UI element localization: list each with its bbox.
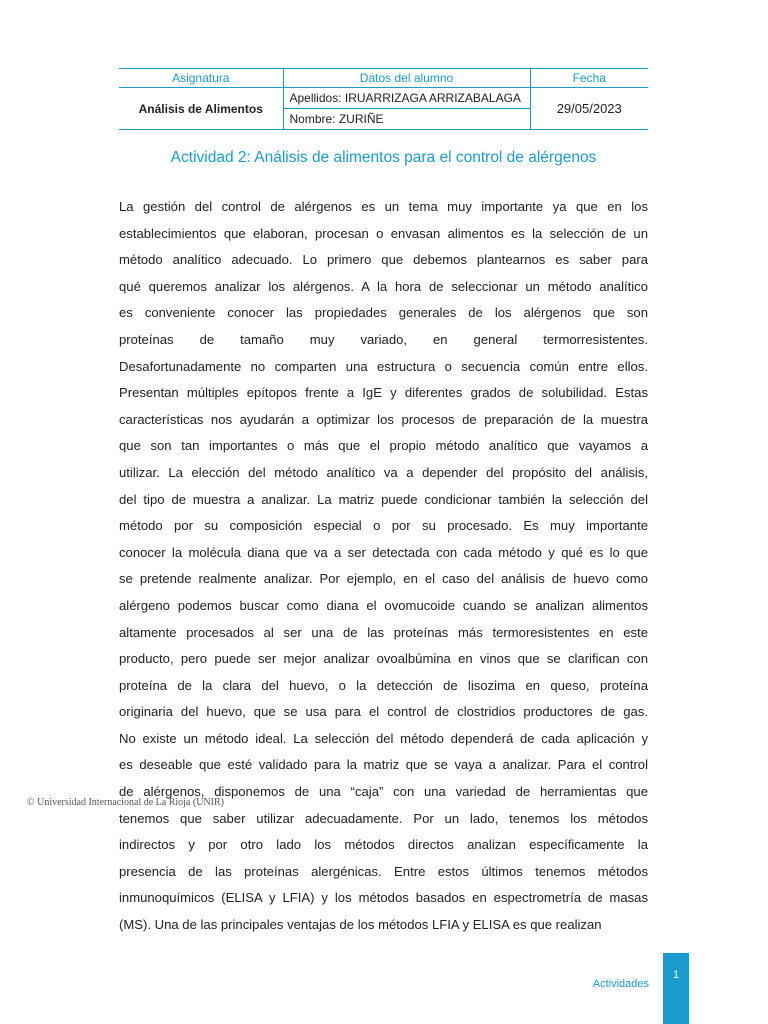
body-line: se pretende realmente analizar. Por ejemplo, en el caso del análisis de huevo como <box>119 571 648 587</box>
header-col-student: Datos del alumno <box>283 69 530 88</box>
body-line: método por su composición especial o por su procesado. Es muy importante <box>119 518 648 534</box>
body-line: características nos ayudarán a optimizar los procesos de preparación de la muestra <box>119 411 648 427</box>
body-line: presencia de las proteínas alergénicas. Entre estos últimos tenemos métodos <box>119 863 648 879</box>
body-line: qué queremos analizar los alérgenos. A la hora de seleccionar un método analítico <box>119 278 648 294</box>
body-line: proteína de la clara del huevo, o la detección de lisozima en queso, proteína <box>119 677 648 693</box>
header-col-subject: Asignatura <box>119 69 283 88</box>
body-line: alérgeno podemos buscar como diana el ovomucoide cuando se analizan alimentos <box>119 597 648 613</box>
body-line: inmunoquímicos (ELISA y LFIA) y los métodos basados en espectrometría de masas <box>119 890 648 906</box>
body-line: (MS). Una de las principales ventajas de los métodos LFIA y ELISA es que realizan <box>119 917 602 933</box>
body-line: utilizar. La elección del método analítico va a depender del propósito del análisis, <box>119 464 648 480</box>
body-line: es deseable que esté validado para la matriz que se vaya a analizar. Para el control <box>119 757 648 773</box>
body-paragraph <box>119 194 648 939</box>
body-line: establecimientos que elaboran, procesan o envasan alimentos es la selección de un <box>119 225 648 241</box>
body-line: Presentan múltiples epítopos frente a IgE y diferentes grados de solubilidad. Estas <box>119 385 648 401</box>
header-table <box>119 68 648 130</box>
body-line: de alérgenos, disponemos de una “caja” con una variedad de herramientas que <box>119 784 648 800</box>
body-line: Desafortunadamente no comparten una estructura o secuencia común entre ellos. <box>119 358 648 374</box>
body-line: La gestión del control de alérgenos es un tema muy importante ya que en los <box>119 199 648 214</box>
header-col-date: Fecha <box>530 69 648 88</box>
body-line: indirectos y por otro lado los métodos directos analizan específicamente la <box>119 837 648 853</box>
body-line: producto, pero puede ser mejor analizar ovoalbúmina en vinos que se clarifican con <box>119 651 648 667</box>
body-line: conocer la molécula diana que va a ser detectada con cada método y qué es lo que <box>119 544 648 560</box>
sidebar-copyright: © Universidad Internacional de La Rioja (UNIR) <box>27 797 224 808</box>
subject-name: Análisis de Alimentos <box>119 88 283 130</box>
body-line: altamente procesados al ser una de las proteínas más termoresistentes en este <box>119 624 648 640</box>
body-line: es conveniente conocer las propiedades generales de los alérgenos que son <box>119 305 648 321</box>
activity-title: Actividad 2: Análisis de alimentos para el control de alérgenos <box>170 149 597 166</box>
body-line: tenemos que saber utilizar adecuadamente. Por un lado, tenemos los métodos <box>119 810 648 826</box>
body-line: que son tan importantes o más que el propio método analítico que vayamos a <box>119 438 648 454</box>
body-line: originaria del huevo, que se usa para el control de clostridios productores de gas. <box>119 704 648 720</box>
body-line: método analítico adecuado. Lo primero que debemos plantearnos es saber para <box>119 252 648 268</box>
student-name: Nombre: ZURIÑE <box>283 109 530 130</box>
student-surnames: Apellidos: IRUARRIZAGA ARRIZABALAGA <box>283 88 530 109</box>
body-line: del tipo de muestra a analizar. La matriz puede condicionar también la selección del <box>119 491 648 507</box>
body-line: No existe un método ideal. La selección del método dependerá de cada aplicación y <box>119 730 648 746</box>
submission-date: 29/05/2023 <box>530 88 648 130</box>
page-number-tab <box>663 953 689 1024</box>
footer-section-label: Actividades <box>592 978 649 990</box>
body-line: proteínas de tamaño muy variado, en general termorresistentes. <box>119 331 648 347</box>
page-number: 1 <box>672 969 680 981</box>
